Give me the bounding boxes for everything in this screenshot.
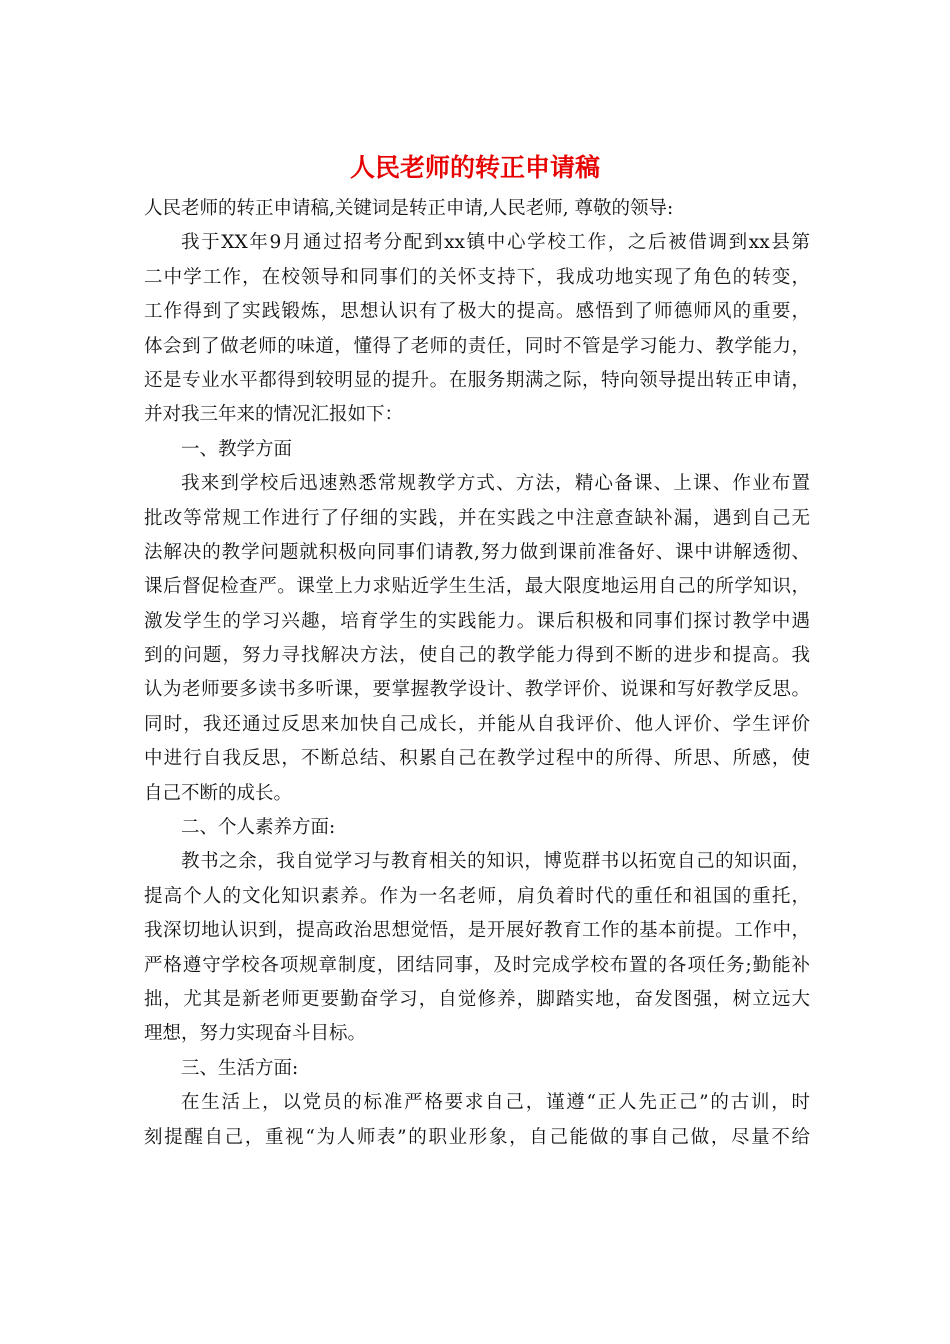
text-line: 在生活上，以党员的标准严格要求自己，谨遵“正人先正己”的古训，时	[181, 1092, 810, 1114]
text-line: 并对我三年来的情况汇报如下：	[144, 404, 404, 426]
text-line: 理想，努力实现奋斗目标。	[144, 1023, 367, 1045]
text-line: 提高个人的文化知识素养。作为一名老师，肩负着时代的重任和祖国的重托，	[144, 885, 810, 907]
text-line: 同时，我还通过反思来加快自己成长，并能从自我评价、他人评价、学生评价	[144, 713, 810, 735]
text-line: 认为老师要多读书多听课，要掌握教学设计、教学评价、说课和写好教学反思。	[144, 679, 810, 701]
text-line: 课后督促检查严。课堂上力求贴近学生生活，最大限度地运用自己的所学知识，	[144, 576, 810, 598]
text-line: 自己不断的成长。	[144, 782, 293, 804]
text-line: 法解决的教学问题就积极向同事们请教,努力做到课前准备好、课中讲解透彻、	[144, 541, 810, 563]
text-line: 到的问题，努力寻找解决方法，使自己的教学能力得到不断的进步和提高。我	[144, 645, 810, 667]
text-line: 还是专业水平都得到较明显的提升。在服务期满之际，特向领导提出转正申请，	[144, 369, 810, 391]
text-line: 三、生活方面:	[181, 1057, 299, 1079]
text-line: 刻提醒自己，重视“为人师表”的职业形象，自己能做的事自己做，尽量不给	[144, 1126, 810, 1148]
document-body	[144, 192, 810, 1155]
text-line: 人民老师的转正申请稿,关键词是转正申请,人民老师, 尊敬的领导:	[144, 198, 674, 219]
text-line: 二中学工作，在校领导和同事们的关怀支持下，我成功地实现了角色的转变，	[144, 266, 810, 288]
text-line: 激发学生的学习兴趣，培育学生的实践能力。课后积极和同事们探讨教学中遇	[144, 610, 810, 632]
text-line: 中进行自我反思，不断总结、积累自己在教学过程中的所得、所思、所感，使	[144, 748, 810, 770]
text-line: 一、教学方面	[181, 438, 293, 460]
text-line: 拙，尤其是新老师更要勤奋学习，自觉修养，脚踏实地，奋发图强，树立远大	[144, 988, 810, 1010]
text-line: 我于XX年9月通过招考分配到xx镇中心学校工作，之后被借调到xx县第	[181, 232, 810, 254]
text-line: 体会到了做老师的味道，懂得了老师的责任，同时不管是学习能力、教学能力，	[144, 335, 810, 357]
text-line: 工作得到了实践锻炼，思想认识有了极大的提高。感悟到了师德师风的重要，	[144, 301, 810, 323]
text-line: 批改等常规工作进行了仔细的实践，并在实践之中注意查缺补漏，遇到自己无	[144, 507, 810, 529]
text-line: 我深切地认识到，提高政治思想觉悟，是开展好教育工作的基本前提。工作中，	[144, 920, 810, 942]
text-line: 严格遵守学校各项规章制度，团结同事，及时完成学校布置的各项任务;勤能补	[144, 954, 810, 976]
text-line: 二、个人素养方面:	[181, 817, 336, 839]
text-line: 教书之余，我自觉学习与教育相关的知识，博览群书以拓宽自己的知识面，	[181, 851, 810, 873]
document-title: 人民老师的转正申请稿	[349, 153, 600, 182]
text-line: 我来到学校后迅速熟悉常规教学方式、方法，精心备课、上课、作业布置	[181, 473, 810, 495]
